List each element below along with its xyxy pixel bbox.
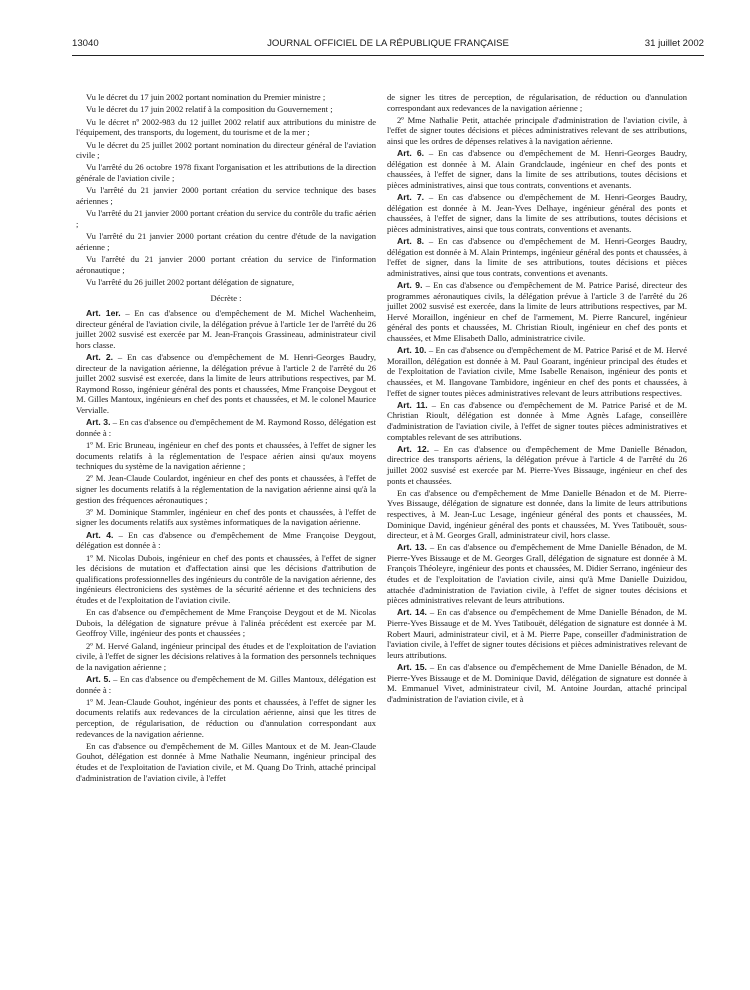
article-label: Art. 3. bbox=[86, 417, 111, 428]
paragraph bbox=[387, 115, 687, 147]
article-paragraph bbox=[387, 542, 687, 605]
paragraph bbox=[76, 607, 376, 639]
paragraph-text: – En cas d'absence ou d'empêchement de M. Patrice Parisé et de M. Hervé Moraillon, délégation est donnée à M. Paul Goarant, ingénieur principal des études et de l'exploitation de l'aviation civile, Mme Isabelle Renaison, ingénieur des ponts et chaussées, et M. Ilangovane Tambidore, ingénieur en chef des ponts et chaussées, à l'effet de signer toutes pièces administratives relevant de leurs attributions respectives. bbox=[387, 345, 687, 398]
paragraph-text: – En cas d'absence ou d'empêchement de Mme Danielle Bénadon, de M. Pierre-Yves Bissauge et de M. Yves Tatibouët, délégation de signature est donnée à M. Robert Mauri, administrateur civil, et à M. Pierre Pape, conseiller d'administration de l'aviation civile, à l'effet de signer toutes décisions et pièces administratives relevant de leurs attributions. bbox=[387, 607, 687, 660]
paragraph bbox=[76, 507, 376, 528]
paragraph bbox=[76, 641, 376, 673]
paragraph-text: – En cas d'absence ou d'empêchement de M. Gilles Mantoux, délégation est donnée à : bbox=[76, 674, 376, 695]
article-paragraph bbox=[76, 352, 376, 415]
paragraph-text: Décrète : bbox=[210, 293, 242, 304]
article-label: Art. 5. bbox=[86, 674, 111, 685]
page-number: 13040 bbox=[72, 38, 99, 49]
article-label: Art. 9. bbox=[397, 280, 423, 291]
paragraph bbox=[76, 117, 376, 138]
paragraph-text: – En cas d'absence ou d'empêchement de M. Patrice Parisé et de M. Christian Rioult, délégation est donnée à Mme Agnès Lafage, conseillère d'administration de l'aviation civile, à l'effet de signer toutes pièces administratives et comptables relevant de ses attributions. bbox=[387, 399, 687, 442]
paragraph-text: – En cas d'absence ou d'empêchement de Mme Danielle Bénadon, de M. Pierre-Yves Bissauge et de M. Georges Grall, délégation de signature est donnée à M. François Théoleyre, ingénieur des ponts et chaussées, M. Didier Serrano, ingénieur des études et de l'exploitation de l'aviation civile, ainsi qu'à Mme Danielle Duizidou, attachée d'administration de l'aviation civile, à l'effet de signer toutes décisions et pièces administratives relevant de leurs attributions. bbox=[387, 542, 687, 606]
paragraph-text: Vu l'arrêté du 21 janvier 2000 portant création du centre d'étude de la navigation aérienne ; bbox=[76, 231, 376, 252]
paragraph bbox=[76, 741, 376, 783]
article-label: Art. 11. bbox=[397, 399, 428, 410]
article-paragraph bbox=[387, 607, 687, 660]
paragraph bbox=[76, 185, 376, 206]
article-label: Art. 4. bbox=[86, 529, 114, 540]
article-paragraph bbox=[387, 400, 687, 442]
paragraph-text: En cas d'absence ou d'empêchement de Mme Danielle Bénadon et de M. Pierre-Yves Bissauge, délégation de signature est donnée, dans la limite de leurs attributions respectives, à M. Jean-Luc Lesage, ingénieur général des ponts et chaussées, M. Dominique David, ingénieur général des ponts et chaussées, M. Yves Tatibouët, sous-directeur, et à M. Georges Grall, administrateur civil, hors classe. bbox=[387, 487, 687, 541]
publication-date: 31 juillet 2002 bbox=[644, 38, 704, 49]
article-paragraph bbox=[76, 674, 376, 695]
paragraph-text: 2º Mme Nathalie Petit, attachée principale d'administration de l'aviation civile, à l'effet de signer toutes décisions et pièces administratives relevant de ses attributions, ainsi que les ordres de dépenses relatives à la navigation aérienne. bbox=[387, 114, 687, 146]
header-rule bbox=[72, 55, 704, 56]
paragraph-text: – En cas d'absence ou d'empêchement de M. Henri-Georges Baudry, délégation est donnée à M. Jean-Yves Delhaye, ingénieur général des ponts et chaussées, à l'effet de signer, dans la limite de ses attributions, toutes décisions et pièces administratives, ainsi que tous contrats, conventions et avenants. bbox=[387, 192, 687, 234]
article-paragraph bbox=[387, 662, 687, 704]
paragraph-text: – En cas d'absence ou d'empêchement de M. Henri-Georges Baudry, délégation est donnée à M. Alain Grandclaude, ingénieur en chef des ponts et chaussées, à l'effet de signer, dans la limite de ses attributions, toutes décisions et pièces administratives, ainsi que tous contrats, conventions et avenants. bbox=[387, 148, 687, 190]
paragraph bbox=[76, 92, 376, 103]
paragraph-text: 2º M. Jean-Claude Coulardot, ingénieur en chef des ponts et chaussées, à l'effet de signer les documents relatifs à la réglementation de la navigation aérienne ainsi qu'à la gestion des fréquences aéronautiques ; bbox=[76, 473, 376, 505]
paragraph-text: En cas d'absence ou d'empêchement de M. Gilles Mantoux et de M. Jean-Claude Gouhot, délégation est donnée à Mme Nathalie Neumann, ingénieur principal des études et de l'exploitation de l'aviation civile, et M. Quang Do Trinh, attaché principal d'administration de l'aviation civile, à l'effet bbox=[76, 740, 376, 783]
paragraph-text: 2º M. Hervé Galand, ingénieur principal des études et de l'exploitation de l'aviation civile, à l'effet de signer les décisions relatives à la formation des personnels techniques de la navigation aérienne ; bbox=[76, 640, 376, 672]
paragraph-text: – En cas d'absence ou d'empêchement de M. Patrice Parisé, directeur des programmes aéronautiques civils, la délégation prévue à l'article 3 de l'arrêté du 26 juillet 2002 susvisé est exercée, dans la limite de leurs attributions respectives, par M. Hervé Moraillon, ingénieur en chef de l'armement, M. Pierre Rancurel, ingénieur général des ponts et chaussées, M. Christian Rioult, ingénieur en chef des ponts et chaussées, et Mme Elisabeth Dallo, administratrice civile. bbox=[387, 280, 687, 344]
paragraph bbox=[76, 162, 376, 183]
paragraph-text: Vu l'arrêté du 21 janvier 2000 portant création du service technique des bases aériennes ; bbox=[76, 185, 376, 206]
article-paragraph bbox=[76, 308, 376, 350]
paragraph bbox=[76, 553, 376, 606]
paragraph bbox=[76, 277, 376, 288]
paragraph-text: – En cas d'absence ou d'empêchement de Mme Danielle Bénadon, directrice des transports aériens, la délégation prévue à l'article 4 de l'arrêté du 26 juillet 2002 susvisé est exercée par M. Pierre-Yves Bissauge, ingénieur en chef des ponts et chaussées. bbox=[387, 443, 687, 486]
article-label: Art. 15. bbox=[397, 662, 427, 672]
article-label: Art. 14. bbox=[397, 607, 427, 618]
article-paragraph bbox=[387, 444, 687, 486]
paragraph-text: Vu l'arrêté du 21 janvier 2000 portant création du service du contrôle du trafic aérien ; bbox=[76, 208, 376, 229]
paragraph-text: 1º M. Jean-Claude Gouhot, ingénieur des ponts et chaussées, à l'effet de signer les documents relatifs aux redevances de la circulation aérienne, ainsi que les titres de perception, de régularisation, de réduction ou d'annulation correspondant aux redevances de la navigation aérienne. bbox=[76, 696, 376, 739]
paragraph bbox=[387, 488, 687, 541]
paragraph-text: 1º M. Nicolas Dubois, ingénieur en chef des ponts et chaussées, à l'effet de signer les décisions de mutation et d'affectation ainsi que les décisions d'attribution de qualifications professionnelles des ingénieurs du contrôle de la navigation aérienne, des ingénieurs électroniciens des systèmes de la sécurité aérienne et des techniciens des études et de l'exploitation de l'aviation civile. bbox=[76, 552, 376, 605]
article-paragraph bbox=[76, 417, 376, 438]
article-label: Art. 13. bbox=[397, 542, 427, 553]
article-label: Art. 6. bbox=[397, 148, 425, 159]
paragraph-text: Vu le décret du 17 juin 2002 portant nomination du Premier ministre ; bbox=[86, 92, 326, 102]
paragraph-text: Vu l'arrêté du 21 janvier 2000 portant création du service de l'information aéronautique ; bbox=[76, 254, 376, 275]
paragraph-text: – En cas d'absence ou d'empêchement de M. Raymond Rosso, délégation est donnée à : bbox=[76, 417, 376, 438]
article-paragraph bbox=[387, 280, 687, 343]
paragraph-text: Vu l'arrêté du 26 juillet 2002 portant délégation de signature, bbox=[86, 276, 294, 287]
article-paragraph bbox=[387, 236, 687, 278]
journal-title: JOURNAL OFFICIEL DE LA RÉPUBLIQUE FRANÇAISE bbox=[267, 38, 509, 49]
left-column bbox=[76, 92, 376, 785]
article-label: Art. 2. bbox=[86, 352, 114, 362]
article-paragraph bbox=[76, 530, 376, 551]
article-paragraph bbox=[387, 345, 687, 398]
paragraph bbox=[76, 697, 376, 739]
paragraph-text: 1º M. Eric Bruneau, ingénieur en chef des ponts et chaussées, à l'effet de signer les documents relatifs à la réglementation de l'espace aérien ainsi qu'aux moyens techniques du système de la navigation aérienne ; bbox=[76, 439, 376, 472]
paragraph bbox=[76, 208, 376, 229]
paragraph bbox=[76, 440, 376, 472]
article-label: Art. 12. bbox=[397, 443, 430, 454]
paragraph-text: Vu le décret du 25 juillet 2002 portant nomination du directeur général de l'aviation civile ; bbox=[76, 139, 376, 161]
paragraph-text: En cas d'absence ou d'empêchement de Mme Françoise Deygout et de M. Nicolas Dubois, la délégation de signature prévue à l'alinéa précédent est exercée par M. Geoffroy Ville, ingénieur des ponts et chaussées ; bbox=[76, 607, 376, 639]
paragraph-text: – En cas d'absence ou d'empêchement de Mme Françoise Deygout, délégation est donnée à : bbox=[76, 529, 376, 551]
article-label: Art. 1er. bbox=[86, 308, 121, 319]
paragraph bbox=[76, 231, 376, 252]
paragraph-text: Vu l'arrêté du 26 octobre 1978 fixant l'organisation et les attributions de la direction générale de l'aviation civile ; bbox=[76, 162, 376, 184]
page-header bbox=[72, 38, 704, 54]
paragraph-text: – En cas d'absence ou d'empêchement de M. Henri-Georges Baudry, délégation est donnée à M. Alain Printemps, ingénieur général des ponts et chaussées, à l'effet de signer, dans la limite de ses attributions, toutes décisions et pièces administratives, ainsi que tous contrats, conventions et avenants. bbox=[387, 236, 687, 278]
paragraph-text: – En cas d'absence ou d'empêchement de M. Henri-Georges Baudry, directeur de la navigation aérienne, la délégation prévue à l'article 2 de l'arrêté du 26 juillet 2002 susvisé est exercée, dans la limite de leurs attributions respectives, par M. Raymond Rosso, ingénieur général des ponts et chaussées, Mme Françoise Deygout et M. Gilles Mantoux, ingénieurs en chef des ponts et chaussées, et M. le colonel Maurice Vervialle. bbox=[76, 352, 376, 415]
paragraph-text: Vu le décret nº 2002-983 du 12 juillet 2002 relatif aux attributions du ministre de l'équipement, des transports, du logement, du tourisme et de la mer ; bbox=[76, 116, 376, 138]
paragraph-text: de signer les titres de perception, de régularisation, de réduction ou d'annulation correspondant aux redevances de la navigation aérienne ; bbox=[387, 92, 687, 113]
paragraph bbox=[76, 104, 376, 115]
article-label: Art. 7. bbox=[397, 192, 425, 203]
paragraph bbox=[76, 140, 376, 161]
paragraph-text: – En cas d'absence ou d'empêchement de M. Michel Wachenheim, directeur général de l'aviation civile, la délégation prévue à l'article 1er de l'arrêté du 26 juillet 2002 susvisé est exercée par M. Jean-François Grassineau, administrateur civil hors classe. bbox=[76, 308, 376, 350]
paragraph-text: 3º M. Dominique Stammler, ingénieur en chef des ponts et chaussées, à l'effet de signer les documents relatifs aux systèmes informatiques de la navigation aérienne. bbox=[76, 506, 376, 528]
paragraph bbox=[76, 254, 376, 275]
article-paragraph bbox=[387, 148, 687, 190]
paragraph bbox=[387, 92, 687, 113]
paragraph bbox=[76, 293, 376, 304]
right-column bbox=[387, 92, 687, 706]
article-label: Art. 10. bbox=[397, 345, 427, 356]
article-label: Art. 8. bbox=[397, 236, 425, 247]
article-paragraph bbox=[387, 192, 687, 234]
paragraph-text: Vu le décret du 17 juin 2002 relatif à la composition du Gouvernement ; bbox=[86, 104, 333, 115]
paragraph bbox=[76, 473, 376, 505]
paragraph-text: – En cas d'absence ou d'empêchement de Mme Danielle Bénadon, de M. Pierre-Yves Bissauge et de M. Dominique David, délégation de signature est donnée à M. Emmanuel Vivet, administrateur civil, M. Antoine Jourdan, attaché principal d'administration de l'aviation civile, et à bbox=[387, 662, 687, 704]
